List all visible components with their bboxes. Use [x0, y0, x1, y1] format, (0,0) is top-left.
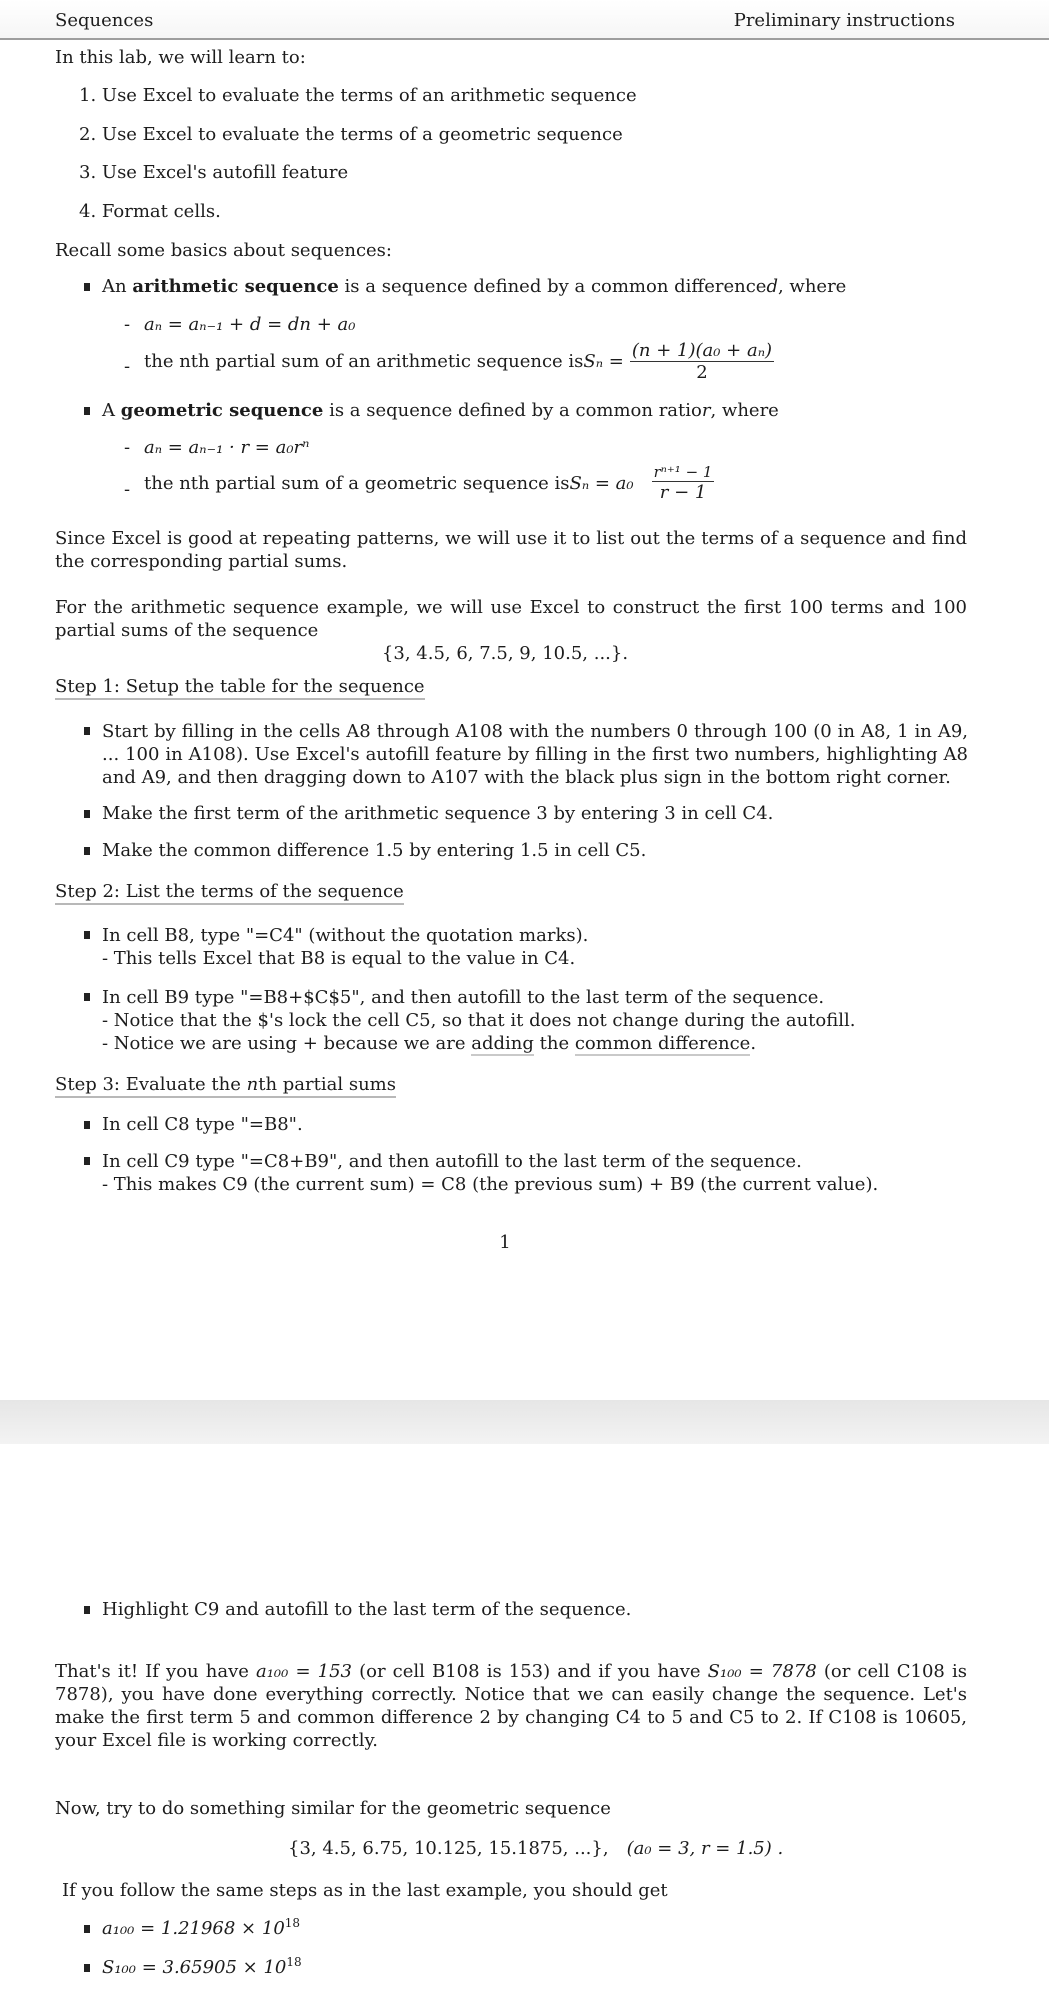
geom-pre: A [102, 400, 121, 421]
page-separator [0, 1400, 1049, 1444]
arith-formula-recursive: aₙ = aₙ₋₁ + d = dn + a₀ [144, 314, 356, 335]
line3-mid: the [533, 1033, 575, 1054]
geo-sequence-display [288, 1838, 783, 1859]
step-2-b2-line2: - Notice that the $'s lock the cell C5, so that it does not change during the autofill. [102, 1010, 856, 1031]
page-number: 1 [499, 1232, 511, 1253]
arith-definition [102, 276, 846, 297]
step-3-bullet-2 [102, 1150, 878, 1196]
arith-end: , where [777, 276, 847, 297]
arith-sum-lhs: Sₙ = [583, 351, 624, 372]
geom-term: geometric sequence [120, 400, 324, 421]
arith-pre: An [102, 276, 133, 297]
recall-text: Recall some basics about sequences: [55, 240, 392, 261]
para-geo: Now, try to do something similar for the geometric sequence [55, 1798, 611, 1819]
step-2-bullet-2 [102, 986, 855, 1055]
para-done-2: (or cell B108 is 153) and if you have [352, 1661, 708, 1682]
step-3-bullet-1: In cell C8 type "=B8". [102, 1114, 303, 1135]
page-2-bullet: Highlight C9 and autofill to the last term of the sequence. [102, 1599, 632, 1620]
step-3-b2-line1: In cell C9 type "=C8+B9", and then autofill to the last term of the sequence. [102, 1151, 802, 1172]
para-follow: If you follow the same steps as in the last example, you should get [62, 1880, 668, 1901]
page-header [0, 0, 1049, 40]
arith-partial-sum [144, 340, 774, 383]
geo-params: (a₀ = 3, r = 1.5) . [626, 1838, 784, 1859]
para-done [55, 1660, 967, 1752]
para-excel: Since Excel is good at repeating patterns, we will use it to list out the terms of a sequence and find the corresponding partial sums. [55, 528, 967, 572]
step-1-bullet: Make the common difference 1.5 by entering 1.5 in cell C5. [102, 840, 647, 861]
para-done-1: That's it! If you have [55, 1661, 256, 1682]
header-right: Preliminary instructions [733, 10, 955, 31]
line3-pre: - Notice we are using + because we are [102, 1033, 472, 1054]
step-1-bullet: Start by filling in the cells A8 through A108 with the numbers 0 through 100 (0 in A8, 1 in A9, ... 100 in A108). Use Excel's autofill feature by filling in the first two numbers, highlighting A8 and A9, and then dragging down to A107 with the black plus sign in the bottom right corner. [102, 721, 968, 788]
emphasis-common-difference: common difference [574, 1033, 751, 1054]
arith-term: arithmetic sequence [132, 276, 339, 297]
fraction-denominator: r − 1 [659, 482, 707, 503]
geo-sequence: {3, 4.5, 6.75, 10.125, 15.1875, ...}, [288, 1838, 609, 1859]
dash-marker: - [124, 479, 131, 500]
step-2-b1-line2: - This tells Excel that B8 is equal to the value in C4. [102, 948, 576, 969]
goal-item: 2. Use Excel to evaluate the terms of a geometric sequence [79, 124, 623, 145]
geom-var: r [701, 400, 711, 421]
step-1-bullet: Make the first term of the arithmetic sequence 3 by entering 3 in cell C4. [102, 803, 774, 824]
fraction-numerator: rⁿ⁺¹ − 1 [653, 463, 713, 481]
step-2-bullet-1 [102, 924, 588, 970]
para-example: For the arithmetic sequence example, we will use Excel to construct the first 100 terms and 100 partial sums of the sequence [55, 597, 967, 641]
result-a100-lhs: a₁₀₀ = 1.21968 × 10 [102, 1918, 285, 1939]
result-s100-lhs: S₁₀₀ = 3.65905 × 10 [102, 1957, 287, 1978]
geom-sum-fraction [652, 463, 715, 503]
geom-post: is a sequence defined by a common ratio [323, 400, 702, 421]
arith-post: is a sequence defined by a common difference [338, 276, 767, 297]
line3-end: . [750, 1033, 757, 1054]
dash-marker: - [124, 356, 131, 377]
step-1-title: Step 1: Setup the table for the sequence [55, 676, 425, 700]
step-2-b1-line1: In cell B8, type "=C4" (without the quotation marks). [102, 925, 589, 946]
result-s100-exp: 18 [286, 1955, 302, 1969]
step-3-title-post: th partial sums [258, 1074, 396, 1095]
result-a100 [102, 1918, 300, 1939]
step-2-b2-line1: In cell B9 type "=B8+$C$5", and then autofill to the last term of the sequence. [102, 987, 825, 1008]
s100-expr: S₁₀₀ = 7878 [707, 1661, 817, 1682]
step-3-title [55, 1074, 396, 1098]
geom-definition [102, 400, 779, 421]
step-3-title-var: n [246, 1074, 259, 1095]
result-a100-exp: 18 [284, 1916, 301, 1930]
geom-partial-sum [144, 463, 714, 503]
fraction-numerator: (n + 1)(a₀ + aₙ) [631, 340, 773, 361]
step-3-title-pre: Step 3: Evaluate the [55, 1074, 247, 1095]
geom-sum-text: the nth partial sum of a geometric sequence is [144, 472, 570, 494]
geom-sum-lhs: Sₙ = a₀ [569, 472, 634, 494]
arith-sum-fraction [630, 340, 774, 383]
goal-item: 4. Format cells. [79, 201, 221, 222]
fraction-denominator: 2 [696, 362, 708, 383]
header-left: Sequences [55, 10, 154, 31]
step-2-b2-line3 [102, 1032, 855, 1055]
geom-formula-recursive: aₙ = aₙ₋₁ · r = a₀rⁿ [144, 437, 310, 458]
step-3-b2-line2: - This makes C9 (the current sum) = C8 (the previous sum) + B9 (the current value). [102, 1174, 879, 1195]
arith-sum-text: the nth partial sum of an arithmetic sequence is [144, 351, 584, 372]
dash-marker: - [124, 314, 131, 335]
a100-expr: a₁₀₀ = 153 [255, 1661, 352, 1682]
para-done-3: (or cell C108 is 7878), you have done everything correctly. Notice that we can easily change the sequence. Let's make the first term 5 and common difference 2 by changing C4 to 5 and C5 to 2. If C108 is 10605, your Excel file is working correctly. [55, 1661, 967, 1751]
arith-sequence-display: {3, 4.5, 6, 7.5, 9, 10.5, ...}. [381, 643, 629, 664]
intro-text: In this lab, we will learn to: [55, 47, 306, 68]
geom-end: , where [710, 400, 779, 421]
goal-item: 3. Use Excel's autofill feature [79, 162, 349, 183]
emphasis-adding: adding [471, 1033, 534, 1054]
step-2-title: Step 2: List the terms of the sequence [55, 881, 404, 905]
page-2 [0, 1444, 1049, 1996]
arith-var: d [766, 276, 778, 297]
result-s100 [102, 1957, 302, 1978]
goal-item: 1. Use Excel to evaluate the terms of an arithmetic sequence [79, 85, 637, 106]
dash-marker: - [124, 437, 131, 458]
